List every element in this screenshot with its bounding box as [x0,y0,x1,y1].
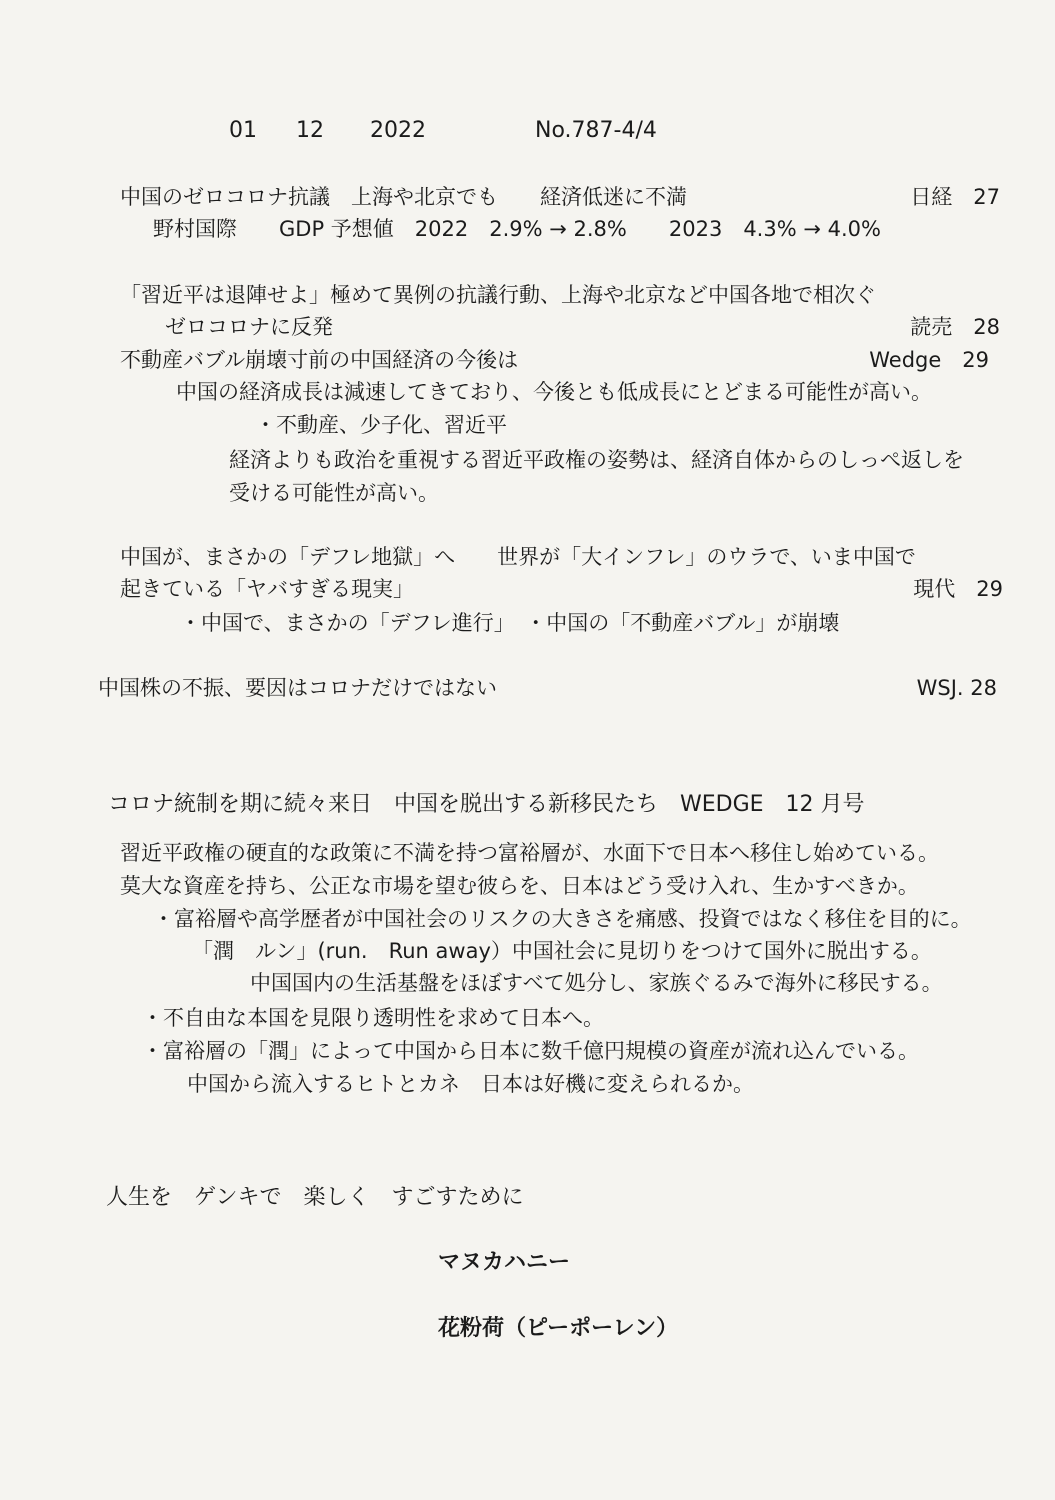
article-source-nikkei: 日経 27 [910,185,1000,209]
article-body-bullet: ・富裕層や高学歴者が中国社会のリスクの大きさを痛感、投資ではなく移住を目的に。 [153,907,972,931]
header-issue-number: No.787-4/4 [535,118,657,143]
footer-product-manuka-honey: マヌカハニー [438,1250,571,1275]
gdp-forecast-line: 野村国際 GDP 予想値 2022 2.9% → 2.8% 2023 4.3% → 4.0% [153,217,881,241]
header-month: 12 [296,118,324,143]
article-source-yomiuri: 読売 28 [910,315,1000,339]
article-title-china-stocks: 中国株の不振、要因はコロナだけではない [98,676,497,700]
article-source-gendai: 現代 29 [913,577,1003,601]
article-body-line: 莫大な資産を持ち、公正な市場を望む彼らを、日本はどう受け入れ、生かすべきか。 [120,874,919,898]
article-body-line: 中国国内の生活基盤をほぼすべて処分し、家族ぐるみで海外に移民する。 [250,971,943,995]
article-title-deflation: 中国が、まさかの「デフレ地獄」へ 世界が「大インフレ」のウラで、いま中国で [120,545,916,569]
article-body-line: 習近平政権の硬直的な政策に不満を持つ富裕層が、水面下で日本へ移住し始めている。 [120,841,939,865]
article-title-deflation-cont: 起きている「ヤバすぎる現実」 [120,577,414,601]
header-year: 2022 [370,118,426,143]
article-summary-line: 中国の経済成長は減速してきており、今後とも低成長にとどまる可能性が高い。 [176,380,932,404]
article-body-bullet: ・不自由な本国を見限り透明性を求めて日本へ。 [142,1006,604,1030]
article-detail-line: 経済よりも政治を重視する習近平政権の姿勢は、経済自体からのしっぺ返しを [229,448,964,472]
footer-slogan: 人生を ゲンキで 楽しく すごすために [106,1185,524,1210]
article-body-bullet: ・富裕層の「潤」によって中国から日本に数千億円規模の資産が流れ込んでいる。 [142,1039,919,1063]
article-detail-line: 受ける可能性が高い。 [229,481,439,505]
article-body-line: 「潤 ルン」(run. Run away）中国社会に見切りをつけて国外に脱出する。 [192,939,932,963]
article-bullet-factors: ・不動産、少子化、習近平 [255,413,507,437]
article-subtitle-zero-covid: ゼロコロナに反発 [165,315,333,339]
footer-product-bee-pollen: 花粉荷（ピーポーレン） [438,1316,679,1341]
article-title-zero-covid-protest: 中国のゼロコロナ抗議 上海や北京でも 経済低迷に不満 [120,185,687,209]
article-source-wsj: WSJ. 28 [916,676,997,700]
article-title-real-estate-bubble: 不動産バブル崩壊寸前の中国経済の今後は [120,348,519,372]
article-title-xi-resign-protest: 「習近平は退陣せよ」極めて異例の抗議行動、上海や北京など中国各地で相次ぐ [120,283,876,307]
article-body-line: 中国から流入するヒトとカネ 日本は好機に変えられるか。 [187,1072,754,1096]
header-day: 01 [229,118,257,143]
article-title-new-migrants: コロナ統制を期に続々来日 中国を脱出する新移民たち WEDGE 12 月号 [108,792,865,817]
article-bullets-deflation: ・中国で、まさかの「デフレ進行」 ・中国の「不動産バブル」が崩壊 [180,611,840,635]
article-source-wedge: Wedge 29 [869,348,989,372]
